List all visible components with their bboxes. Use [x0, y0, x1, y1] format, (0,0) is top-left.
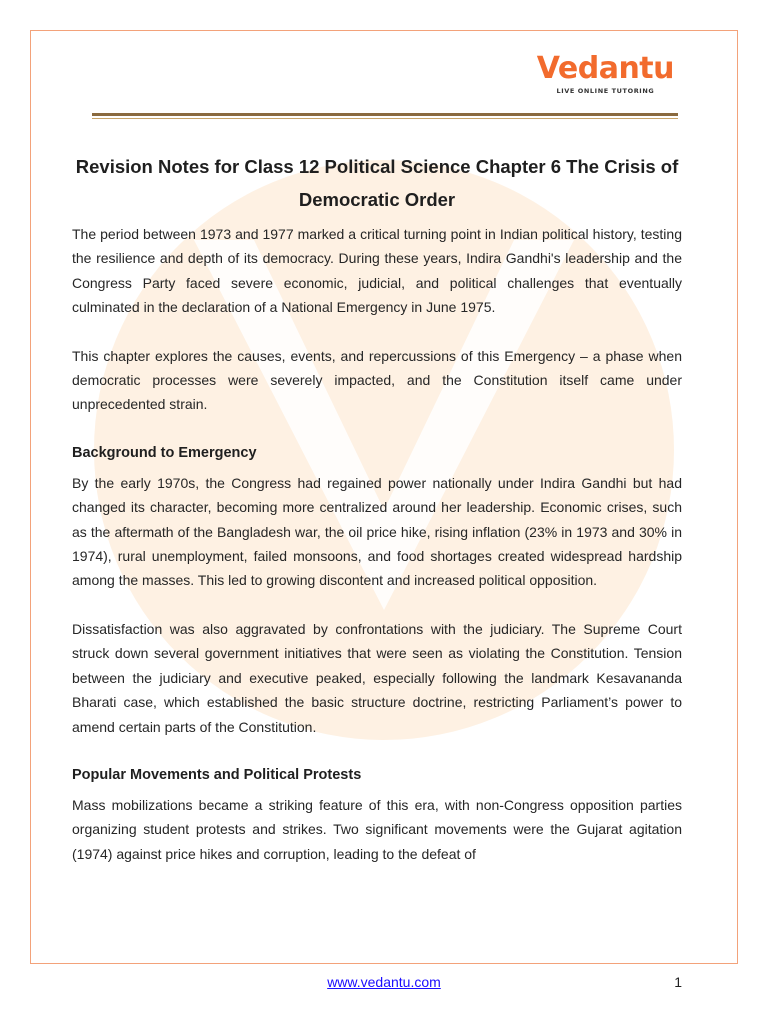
header-divider-thin	[92, 118, 678, 119]
page-title: Revision Notes for Class 12 Political Science Chapter 6 The Crisis of Democratic Order	[75, 156, 679, 210]
page-number: 1	[674, 974, 682, 990]
vedantu-logo	[537, 52, 674, 95]
document-body	[72, 150, 682, 866]
intro-paragraph-1: The period between 1973 and 1977 marked a critical turning point in Indian political history, testing the resilience and depth of its democracy. During these years, Indira Gandhi's leadership and the Congress Party faced severe economic, judicial, and political challenges that eventually culminated in the declaration of a National Emergency in June 1975.	[72, 226, 682, 316]
background-paragraph-2: Dissatisfaction was also aggravated by confrontations with the judiciary. The Supreme Court struck down several government initiatives that were seen as violating the Constitution. Tension between the judiciary and executive peaked, especially following the landmark Kesavananda Bharati case, which established the basic structure doctrine, restricting Parliament’s power to amend certain parts of the Constitution.	[72, 620, 682, 735]
movements-paragraph-1: Mass mobilizations became a striking feature of this era, with non-Congress opposition parties organizing student protests and strikes. Two significant movements were the Gujarat agitation (1974) against price hikes and corruption, leading to the defeat of	[72, 796, 682, 862]
background-paragraph-1: By the early 1970s, the Congress had regained power nationally under Indira Gandhi but had changed its character, becoming more centralized around her leadership. Economic crises, such as the aftermath of the Bangladesh war, the oil price hike, rising inflation (23% in 1973 and 30% in 1974), rural unemployment, failed monsoons, and food shortages created widespread hardship among the masses. This led to growing discontent and increased political opposition.	[72, 474, 682, 589]
intro-paragraph-2: This chapter explores the causes, events, and repercussions of this Emergency – a phase when democratic processes were severely impacted, and the Constitution itself came under unprecedented strain.	[72, 347, 682, 413]
section-heading-movements: Popular Movements and Political Protests	[72, 766, 362, 783]
section-heading-background: Background to Emergency	[72, 444, 257, 461]
footer-link-container	[0, 974, 768, 990]
logo-wordmark: Vedantu	[536, 51, 674, 86]
header-divider	[92, 113, 678, 116]
website-link[interactable]: www.vedantu.com	[327, 974, 441, 990]
logo-tagline: LIVE ONLINE TUTORING	[556, 87, 655, 95]
